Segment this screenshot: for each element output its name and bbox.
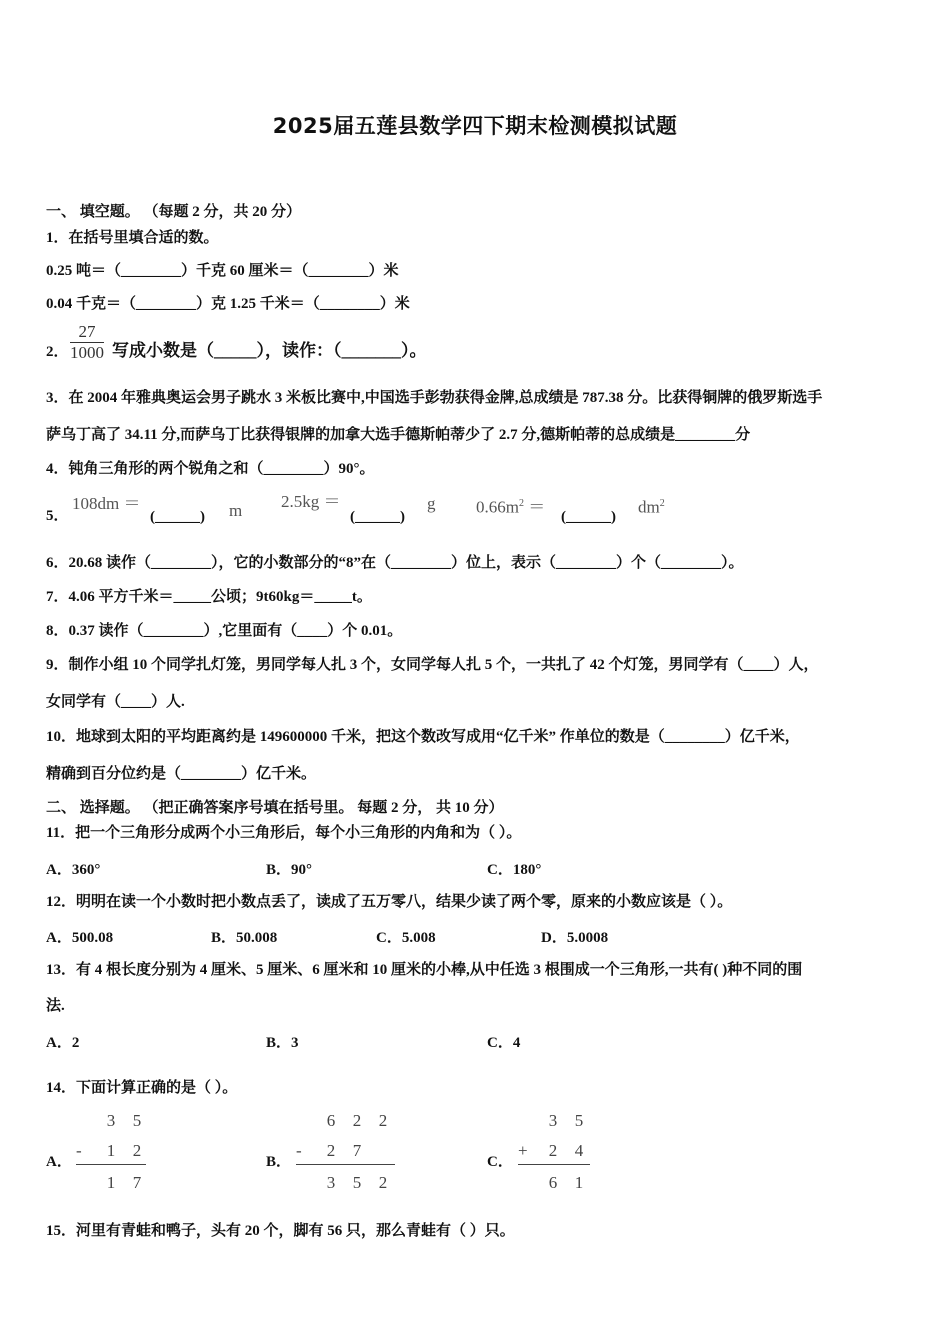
- question-2-fraction: [70, 322, 104, 363]
- question-2: [46, 322, 908, 366]
- q5-b-unit: g: [427, 494, 436, 513]
- q14-option-c-calculation: 3 5 + 2 4 6 1: [518, 1108, 608, 1198]
- q12-option-a: A．500.08: [46, 930, 114, 946]
- section-1-label: 一、 填空题。: [46, 204, 140, 220]
- question-4: 4．钝角三角形的两个锐角之和（________）90°。: [46, 461, 375, 477]
- q14-option-b-calculation: 6 2 2 - 2 7 3 5 2: [296, 1108, 406, 1198]
- question-9-line-1: 9．制作小组 10 个同学扎灯笼，男同学每人扎 3 个，女同学每人扎 5 个，一共扎了 42 个灯笼，男同学有（____）人，: [46, 657, 819, 673]
- q5-a-unit: m: [229, 501, 243, 520]
- question-10-line-2: 精确到百分位约是（________）亿千米。: [46, 766, 317, 782]
- section-2-label: 二、 选择题。: [46, 800, 140, 816]
- question-13-line-2: 法.: [46, 998, 65, 1014]
- question-12: 12．明明在读一个小数时把小数点丢了，读成了五万零八，结果少读了两个零，原来的小数应该是（ ）。: [46, 894, 733, 910]
- q14-option-c-label: C．: [487, 1154, 513, 1170]
- question-3-line-2: 萨乌丁高了 34.11 分,而萨乌丁比获得银牌的加拿大选手德斯帕蒂少了 2.7 分,德斯帕蒂的总成绩是________分: [46, 427, 751, 443]
- q5-a-expression: 108dm ＝: [72, 494, 141, 513]
- q5-b-blank: (______): [350, 509, 405, 525]
- question-7: 7．4.06 平方千米＝_____公顷；9t60kg＝_____t。: [46, 589, 372, 605]
- question-5: [46, 492, 908, 528]
- q13-option-c: C．4: [487, 1035, 521, 1051]
- question-6: 6．20.68 读作（________），它的小数部分的“8”在（________）位上，表示（________）个（________）。: [46, 555, 744, 571]
- q13-option-b: B．3: [266, 1035, 299, 1051]
- question-11: 11．把一个三角形分成两个小三角形后，每个小三角形的内角和为（ ）。: [46, 825, 522, 841]
- q14-option-b-label: B．: [266, 1154, 292, 1170]
- question-1-line-1: 0.25 吨＝（________）千克 60 厘米＝（________）米: [46, 263, 399, 279]
- q11-option-b: B．90°: [266, 862, 313, 878]
- q5-c-blank: (______): [561, 509, 616, 525]
- question-3-line-1: 3．在 2004 年雅典奥运会男子跳水 3 米板比赛中,中国选手彭勃获得金牌,总成绩是 787.38 分。比获得铜牌的俄罗斯选手: [46, 390, 823, 406]
- section-2-note: （把正确答案序号填在括号里。 每题 2 分， 共 10 分）: [143, 800, 504, 816]
- question-5-number: 5．: [46, 508, 69, 524]
- q12-option-b: B．50.008: [211, 930, 278, 946]
- question-13-line-1: 13．有 4 根长度分别为 4 厘米、5 厘米、6 厘米和 10 厘米的小棒,从中任选 3 根围成一个三角形,一共有( )种不同的围: [46, 962, 803, 978]
- q14-option-a-calculation: 3 5 - 1 2 1 7: [76, 1108, 156, 1198]
- q13-option-a: A．2: [46, 1035, 80, 1051]
- section-1-note: （每题 2 分，共 20 分）: [143, 204, 302, 220]
- q11-option-c: C．180°: [487, 862, 542, 878]
- question-2-text: 写成小数是（_____），读作：（_______）。: [112, 341, 427, 360]
- fraction-numerator: 27: [70, 322, 104, 343]
- q5-a-blank: (______): [150, 509, 205, 525]
- page-title: 2025届五莲县数学四下期末检测模拟试题: [272, 114, 678, 138]
- question-10-line-1: 10．地球到太阳的平均距离约是 149600000 千米，把这个数改写成用“亿千米” 作单位的数是（________）亿千米，: [46, 729, 800, 745]
- section-2-header: [46, 798, 908, 818]
- question-15: 15．河里有青蛙和鸭子，头有 20 个，脚有 56 只，那么青蛙有（ ）只。: [46, 1223, 515, 1239]
- question-1-line-2: 0.04 千克＝（________）克 1.25 千米＝（________）米: [46, 296, 410, 312]
- q12-option-d: D．5.0008: [541, 930, 609, 946]
- question-2-number: 2．: [46, 344, 69, 360]
- question-8: 8．0.37 读作（________）,它里面有（____）个 0.01。: [46, 623, 403, 639]
- q5-c-unit: $dm^2$: [638, 497, 665, 517]
- question-9-line-2: 女同学有（____）人.: [46, 694, 185, 710]
- q12-option-c: C．5.008: [376, 930, 436, 946]
- q11-option-a: A．360°: [46, 862, 101, 878]
- section-1-header: [46, 202, 908, 222]
- question-1: 1．在括号里填合适的数。: [46, 230, 219, 246]
- fraction-denominator: 1000: [70, 343, 104, 362]
- q5-c-expression: $0.66m^2$ ＝: [476, 497, 546, 517]
- q5-b-expression: 2.5kg ＝: [281, 492, 341, 511]
- question-14: 14．下面计算正确的是（ ）。: [46, 1080, 238, 1096]
- q14-option-a-label: A．: [46, 1154, 72, 1170]
